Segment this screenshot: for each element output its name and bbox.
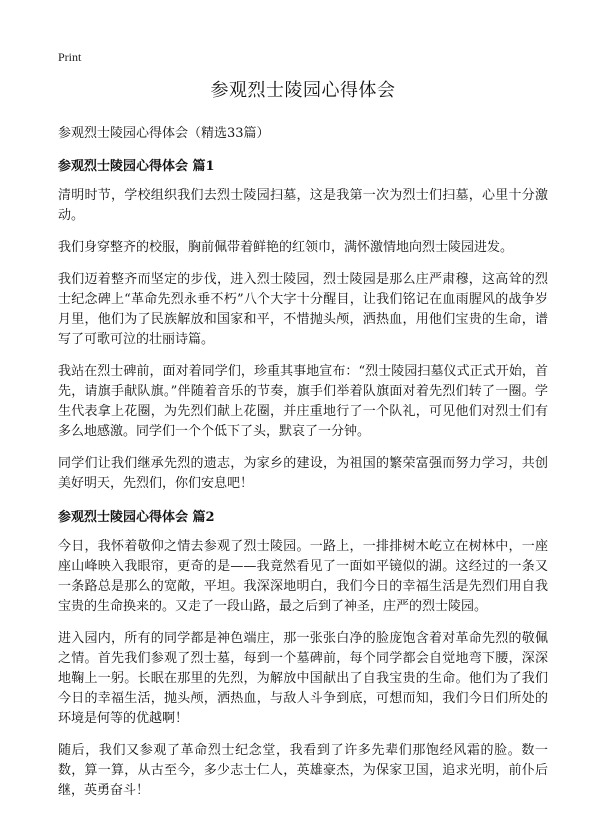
paragraph: 随后，我们又参观了革命烈士纪念堂，我看到了许多先辈们那饱经风霜的脸。数一数，算一算，从古至今，多少志士仁人，英雄豪杰，为保家卫国，追求光明，前仆后继，英勇奋斗！	[58, 743, 548, 798]
paragraph: 今日，我怀着敬仰之情去参观了烈士陵园。一路上，一排排树木屹立在树林中，一座座山峰映入我眼帘，更奇的是——我竟然看见了一面如平镜似的湖。这经过的一条又一条路总是那么的宽敞，平坦。我深深地明白，我们今日的幸福生活是先烈们用自我宝贵的生命换来的。又走了一段山路，最之后到了神圣，庄严的烈士陵园。	[58, 539, 548, 614]
paragraph: 我站在烈士碑前，面对着同学们，珍重其事地宣布：“烈士陵园扫墓仪式正式开始，首先，请旗手献队旗。”伴随着音乐的节奏，旗手们举着队旗面对着先烈们转了一圈。学生代表拿上花圈，为先烈们献上花圈，并庄重地行了一个队礼，可见他们对烈士们有多么地感激。同学们一个个低下了头，默哀了一分钟。	[58, 364, 548, 439]
page-title: 参观烈士陵园心得体会	[210, 80, 396, 101]
section-2	[58, 506, 548, 801]
section-heading: 参观烈士陵园心得体会 篇1	[58, 159, 215, 174]
section-heading: 参观烈士陵园心得体会 篇2	[58, 510, 215, 525]
print-link[interactable]: Print	[58, 50, 82, 64]
paragraph: 同学们让我们继承先烈的遗志，为家乡的建设，为祖国的繁荣富强而努力学习，共创美好明天，先烈们，你们安息吧！	[58, 456, 548, 491]
paragraph: 我们迈着整齐而坚定的步伐，进入烈士陵园，烈士陵园是那么庄严肃穆，这高耸的烈士纪念碑上“革命先烈永垂不朽”八个大字十分醒目，让我们铭记在血雨腥风的战争岁月里，他们为了民族解放和国家和平，不惜抛头颅，洒热血，用他们宝贵的生命，谱写了可歌可泣的壮丽诗篇。	[58, 272, 548, 347]
section-1	[58, 155, 548, 494]
document-subtitle: 参观烈士陵园心得体会（精选33篇）	[58, 126, 270, 141]
paragraph: 进入园内，所有的同学都是神色端庄，那一张张白净的脸庞饱含着对革命先烈的敬佩之情。首先我们参观了烈士墓，每到一个墓碑前，每个同学都会自觉地弯下腰，深深地鞠上一躬。长眠在那里的先烈，为解放中国献出了自我宝贵的生命。他们为了我们今日的幸福生活，抛头颅，洒热血，与敌人斗争到底，可想而知，我们今日们所处的环境是何等的优越啊！	[58, 631, 548, 726]
document-page	[58, 76, 548, 813]
paragraph: 我们身穿整齐的校服，胸前佩带着鲜艳的红领巾，满怀激情地向烈士陵园进发。	[58, 240, 514, 255]
paragraph: 清明时节，学校组织我们去烈士陵园扫墓，这是我第一次为烈士们扫墓，心里十分激动。	[58, 188, 548, 223]
